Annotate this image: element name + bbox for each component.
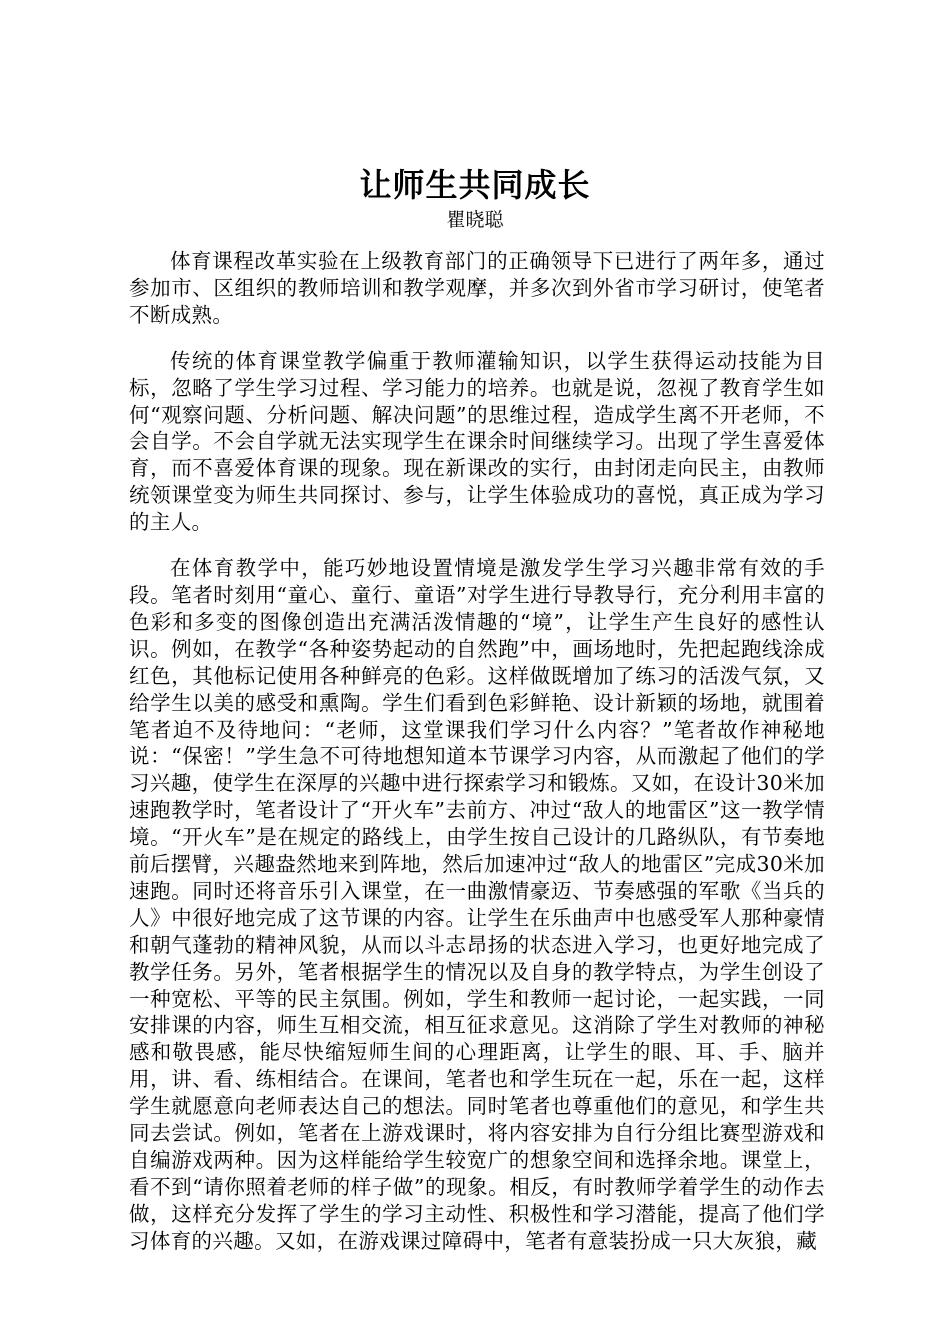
paragraph-2: 传统的体育课堂教学偏重于教师灌输知识，以学生获得运动技能为目标，忽略了学生学习过程、学习能力的培养。也就是说，忽视了教育学生如何“观察问题、分析问题、解决问题”的思维过程，造成学生离不开老师，不会自学。不会自学就无法实现学生在课余时间继续学习。出现了学生喜爱体育，而不喜爱体育课的现象。现在新课改的实行，由封闭走向民主，由教师统领课堂变为师生共同探讨、参与，让学生体验成功的喜悦，真正成为学习的主人。: [129, 348, 825, 535]
author-name: 瞿晓聪: [446, 209, 504, 231]
paragraph-1: 体育课程改革实验在上级教育部门的正确领导下已进行了两年多，通过参加市、区组织的教师培训和教学观摩，并多次到外省市学习研讨，使笔者不断成熟。: [129, 249, 825, 327]
paragraph-3: 在体育教学中，能巧妙地设置情境是激发学生学习兴趣非常有效的手段。笔者时刻用“童心、童行、童语”对学生进行导教导行，充分利用丰富的色彩和多变的图像创造出充满活泼情趣的“境”，让学生产生良好的感性认识。例如，在教学“各种姿势起动的自然跑”中，画场地时，先把起跑线涂成红色，其他标记使用各种鲜亮的色彩。这样做既增加了练习的活泼气氛，又给学生以美的感受和熏陶。学生们看到色彩鲜艳、设计新颖的场地，就围着笔者迫不及待地问：“老师，这堂课我们学习什么内容？”笔者故作神秘地说：“保密！”学生急不可待地想知道本节课学习内容，从而激起了他们的学习兴趣，使学生在深厚的兴趣中进行探索学习和锻炼。又如，在设计30米加速跑教学时，笔者设计了“开火车”去前方、冲过“敌人的地雷区”这一教学情境。“开火车”是在规定的路线上，由学生按自己设计的几路纵队，有节奏地前后摆臂，兴趣盎然地来到阵地，然后加速冲过“敌人的地雷区”完成30米加速跑。同时还将音乐引入课堂，在一曲激情豪迈、节奏感强的军歌《当兵的人》中很好地完成了这节课的内容。让学生在乐曲声中也感受军人那种豪情和朝气蓬勃的精神风貌，从而以斗志昂扬的状态进入学习，也更好地完成了教学任务。另外，笔者根据学生的情况以及自身的教学特点，为学生创设了一种宽松、平等的民主氛围。例如，学生和教师一起讨论，一起实践，一同安排课的内容，师生互相交流，相互征求意见。这消除了学生对教师的神秘感和敬畏感，能尽快缩短师生间的心理距离，让学生的眼、耳、手、脑并用，讲、看、练相结合。在课间，笔者也和学生玩在一起，乐在一起，这样学生就愿意向老师表达自己的想法。同时笔者也尊重他们的意见，和学生共同去尝试。例如，笔者在上游戏课时，将内容安排为自行分组比赛型游戏和自编游戏两种。因为这样能给学生较宽广的想象空间和选择余地。课堂上，看不到“请你照着老师的样子做”的现象。相反，有时教师学着学生的动作去做，这样充分发挥了学生的学习主动性、积极性和学习潜能，提高了他们学习体育的兴趣。又如，在游戏课过障碍中，笔者有意装扮成一只大灰狼，藏: [129, 556, 825, 1253]
document-title: 让师生共同成长: [359, 166, 591, 205]
document-body: [129, 248, 825, 1274]
